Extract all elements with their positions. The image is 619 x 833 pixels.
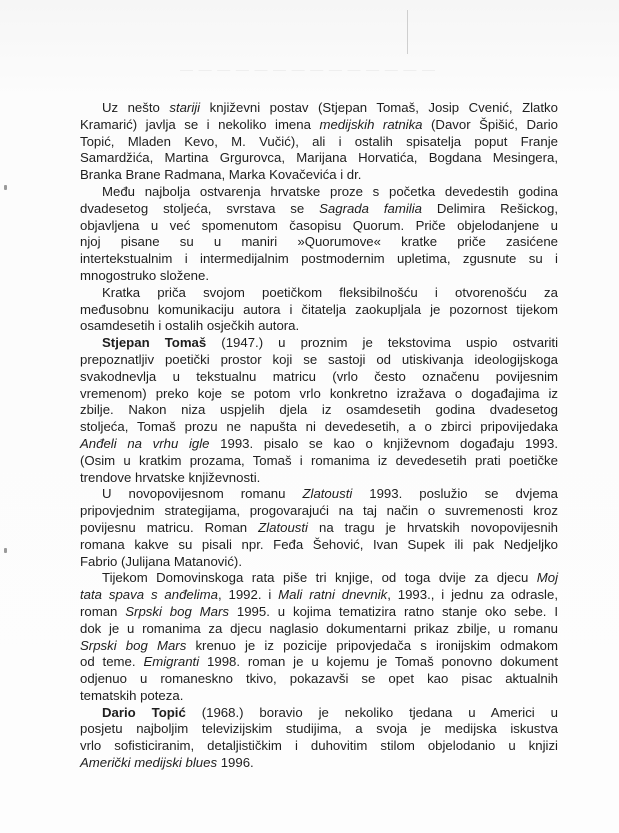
text-run: U novopovijesnom romanu xyxy=(102,486,303,502)
text-run: zbilje. Nakon niza uspjelih djela iz osamdesetih godina dvadesetog xyxy=(80,402,558,418)
text-run: Kratka priča svojom poetičkom fleksibilnošću i otvorenošću za xyxy=(102,284,558,300)
work-title: tata spava s anđelima xyxy=(80,587,218,603)
text-line xyxy=(80,352,558,369)
text-run: vremenom) preko koje se potom vrlo konkretno izražava o događajima iz xyxy=(80,385,558,401)
text-run: (1947.) u proznim je tekstovima uspio ostvariti xyxy=(206,335,558,351)
text-run: (1968.) boravio je nekoliko tjedana u Americi u xyxy=(185,704,558,720)
text-run: vrlo sofisticiranim, detaljističkim i duhovitim stilom objelodanio u knjizi xyxy=(80,738,558,754)
page-crease-line xyxy=(407,10,408,54)
text-line xyxy=(80,117,558,134)
text-run: Uz nešto xyxy=(102,100,170,115)
text-line xyxy=(80,721,558,738)
text-line xyxy=(80,335,558,352)
text-run: 1998. roman je u kojemu je Tomaš ponovno dokument xyxy=(199,654,558,670)
text-line xyxy=(80,436,558,453)
binding-hole-mark xyxy=(4,548,7,553)
text-run: tematskih poteza. xyxy=(80,687,184,703)
text-line xyxy=(80,537,558,554)
text-line xyxy=(80,705,558,722)
text-line xyxy=(80,671,558,688)
text-run: Samardžića, Martina Grgurovca, Marijana Horvatića, Bogdana Mesingera, xyxy=(80,150,558,166)
text-line xyxy=(80,638,558,655)
text-line xyxy=(80,218,558,235)
text-run: roman xyxy=(80,603,126,619)
binding-hole-mark xyxy=(4,185,7,190)
work-title: Mali ratni dnevnik xyxy=(278,587,388,603)
text-run: Kramarić) javlja se i nekoliko imena xyxy=(80,116,320,132)
text-run: mnogostruko složene. xyxy=(80,267,210,283)
author-name: Stjepan Tomaš xyxy=(102,335,207,351)
text-line xyxy=(80,318,558,335)
paragraph-p7 xyxy=(80,705,558,772)
text-line xyxy=(80,453,558,470)
text-run: krenuo je iz pozicije pripovjedača s ironijskim odmakom xyxy=(186,637,558,653)
text-run: na tragu je hrvatskih novopovijesnih xyxy=(307,519,558,535)
text-run: književni postav (Stjepan Tomaš, Josip Cvenić, Zlatko xyxy=(200,100,558,115)
faint-bleed-through-header: — — — — — — — — — — — — — — xyxy=(180,62,436,77)
text-run: prepoznatljiv poetički prostor koji se sastoji od utiskivanja ideologijskoga xyxy=(80,351,558,367)
text-line xyxy=(80,470,558,487)
text-run: , 1993., i jednu za odrasle, xyxy=(387,587,558,603)
text-run: (Osim u kratkim prozama, Tomaš i romanima iz devedesetih prati poetičke xyxy=(80,452,558,468)
text-line xyxy=(80,201,558,218)
text-run: Fabrio (Julijana Matanović). xyxy=(80,553,242,569)
paragraph-p3 xyxy=(80,285,558,335)
text-line xyxy=(80,654,558,671)
paragraph-p6 xyxy=(80,570,558,704)
text-run: odjenuo u romaneskno tkivo, pokazavši se opet kao pisac aktualnih xyxy=(80,671,558,687)
work-title: Srpski bog Mars xyxy=(80,637,187,653)
text-run: Među najbolja ostvarenja hrvatske proze s početka devedestih godina xyxy=(102,183,558,199)
text-run: Branka Brane Radmana, Marka Kovačevića i dr. xyxy=(80,167,362,183)
text-run: 1993. poslužio se dvjema xyxy=(352,486,559,502)
text-line xyxy=(80,587,558,604)
text-line xyxy=(80,621,558,638)
work-title: Američki medijski blues xyxy=(80,755,218,771)
text-run: Topić, Mladen Kevo, M. Vučić), ali i ostalih spisatelja poput Franje xyxy=(80,133,558,149)
text-line xyxy=(80,100,558,117)
text-line xyxy=(80,251,558,268)
work-title: Sagrada familia xyxy=(319,200,422,216)
text-line xyxy=(80,486,558,503)
text-line xyxy=(80,419,558,436)
text-run: Tijekom Domovinskoga rata piše tri knjige, od toga dvije za djecu xyxy=(102,570,537,586)
text-line xyxy=(80,386,558,403)
text-run: njoj pisane su u maniri »Quorumove« kratke priče zasićene xyxy=(80,234,558,250)
text-line xyxy=(80,755,558,772)
text-line xyxy=(80,134,558,151)
text-run: romana kakve su pisali npr. Feđa Šehović, Ivan Supek ili pak Nedjeljko xyxy=(80,536,558,552)
text-run: objavljena u već spomenutom časopisu Quorum. Priče objelodanjene u xyxy=(80,217,558,233)
text-line xyxy=(80,688,558,705)
text-line xyxy=(80,302,558,319)
text-run: trendove hrvatske književnosti. xyxy=(80,469,261,485)
work-title: Zlatousti xyxy=(258,519,308,535)
paragraph-p2 xyxy=(80,184,558,285)
work-title: stariji xyxy=(169,100,201,115)
text-line xyxy=(80,604,558,621)
work-title: Srpski bog Mars xyxy=(125,603,229,619)
text-run: dok je u romanima za djecu naglasio dokumentarni prikaz zbilje, u romanu xyxy=(80,620,558,636)
text-run: (Davor Špišić, Dario xyxy=(422,116,558,132)
text-run: stoljeća, Tomaš prozu ne napušta ni devedesetih, a o zbirci pripovijedaka xyxy=(80,419,558,435)
text-run: 1995. u kojima tematizira ratno stanje oko sebe. I xyxy=(228,603,558,619)
text-line xyxy=(80,570,558,587)
body-text xyxy=(80,100,558,772)
paragraph-p1 xyxy=(80,100,558,184)
text-line xyxy=(80,268,558,285)
text-line xyxy=(80,554,558,571)
text-run: Delimira Rešickog, xyxy=(421,200,558,216)
work-title: Emigranti xyxy=(143,654,200,670)
text-run: osamdesetih i ostalih osječkih autora. xyxy=(80,318,300,334)
text-run: povijesnu matricu. Roman xyxy=(80,519,259,535)
text-run: pripovjednim strategijama, progovarajući na taj način o suvremenosti kroz xyxy=(80,503,558,519)
text-run: dvadesetog stoljeća, svrstava se xyxy=(80,200,320,216)
work-title: Anđeli na vrhu igle xyxy=(80,435,210,451)
text-run: 1996. xyxy=(217,755,254,771)
text-run: 1993. pisalo se kao o književnom događaju 1993. xyxy=(209,435,558,451)
text-run: svakodnevlja u tekstualnu matricu (vrlo često označenu povijesnim xyxy=(80,368,558,384)
text-line xyxy=(80,503,558,520)
paragraph-p4 xyxy=(80,335,558,486)
text-line xyxy=(80,369,558,386)
text-line xyxy=(80,285,558,302)
work-title: medijskih ratnika xyxy=(319,116,423,132)
work-title: Zlatousti xyxy=(302,486,353,502)
work-title: Moj xyxy=(536,570,558,586)
text-run: , 1992. i xyxy=(217,587,279,603)
text-line xyxy=(80,234,558,251)
text-line xyxy=(80,520,558,537)
text-run: posjetu najboljim televizijskim studijima, a svoja je medijska iskustva xyxy=(80,721,558,737)
text-run: intertekstualnim i intermedijalnim postmodernim upletima, zgusnute su i xyxy=(80,251,558,267)
text-line xyxy=(80,167,558,184)
text-line xyxy=(80,402,558,419)
author-name: Dario Topić xyxy=(102,704,186,720)
text-line xyxy=(80,738,558,755)
text-line xyxy=(80,150,558,167)
text-run: od teme. xyxy=(80,654,144,670)
text-run: međusobnu komunikaciju autora i čitatelja zaokupljala je pozornost tijekom xyxy=(80,301,558,317)
paragraph-p5 xyxy=(80,486,558,570)
text-line xyxy=(80,184,558,201)
